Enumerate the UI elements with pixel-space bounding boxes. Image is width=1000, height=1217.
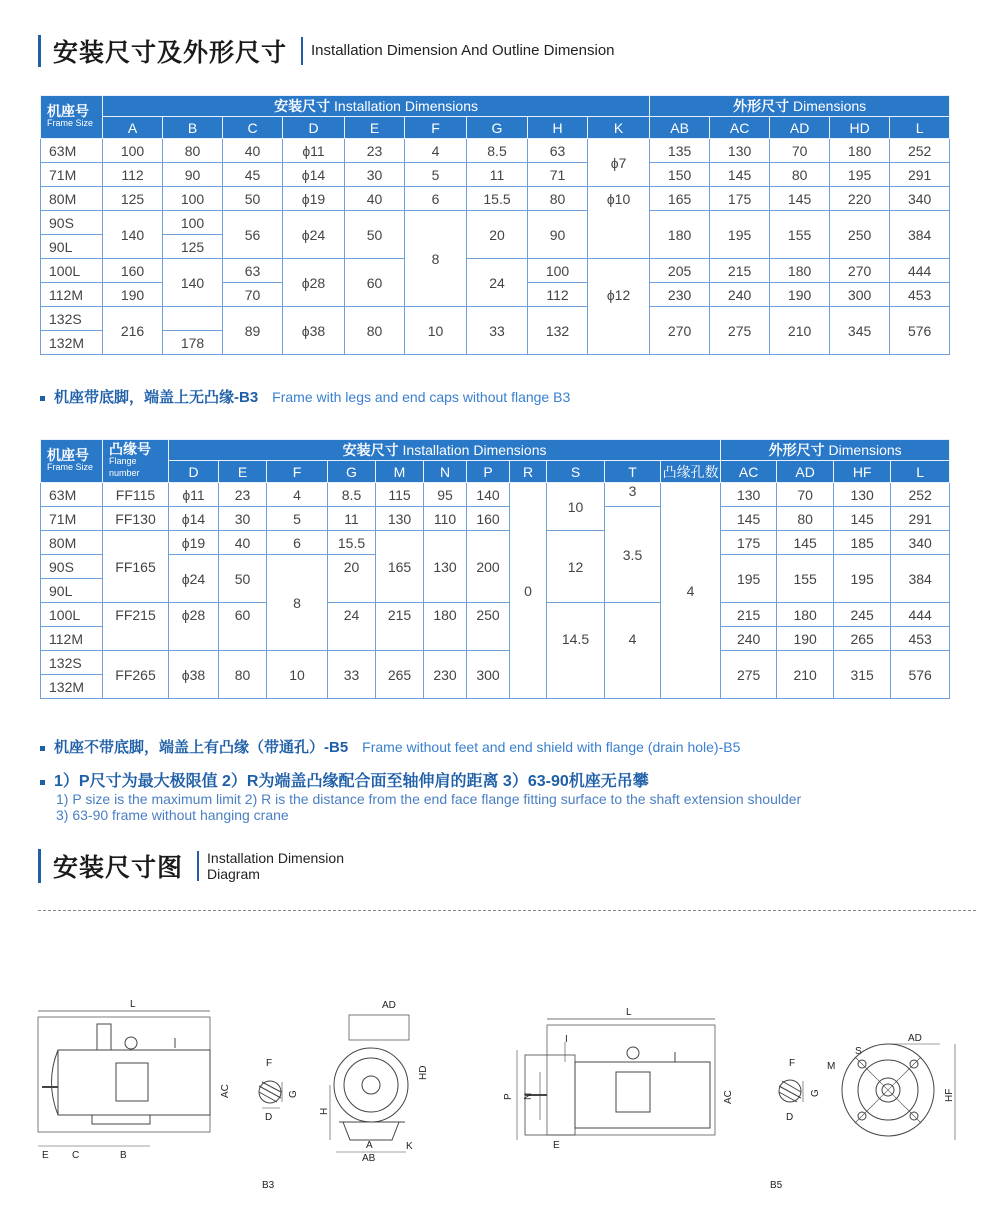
cell-e: 50 [219,555,267,603]
cell-d: ϕ24 [169,555,219,603]
dim-label-h: H [319,1107,330,1115]
section-title-dimensions [38,33,615,69]
cell-ac: 145 [710,163,770,187]
b3-shaft-section [259,1081,282,1108]
flange-cell: FF265 [103,651,169,699]
cell-g: 33 [467,307,528,355]
cell-k: ϕ7 [588,139,650,187]
col-header: F [267,461,328,483]
bullet-square-icon [40,780,45,785]
cell-c: 89 [223,307,283,355]
dim-label-g-b5: G [810,1089,821,1097]
cell-h: 132 [528,307,588,355]
cell-t: 3 [605,483,661,507]
cell-e: 30 [219,507,267,531]
cell-e: 80 [219,651,267,699]
cell-l: 291 [891,507,950,531]
bullet-square-icon [40,746,45,751]
cell-hd: 345 [830,307,890,355]
cell-h: 80 [528,187,588,211]
cell-l: 453 [891,627,950,651]
cell-p: 250 [467,603,510,651]
cell-l: 340 [891,531,950,555]
cell-hf: 315 [834,651,891,699]
cell-e: 50 [345,211,405,259]
frame-cell: 100L [41,603,103,627]
flange-cell: FF115 [103,483,169,507]
cell-ad: 190 [770,283,830,307]
frame-cell: 71M [41,163,103,187]
cell-ac: 175 [710,187,770,211]
cell-b: 178 [163,331,223,355]
cell-h: 71 [528,163,588,187]
col-header: C [223,117,283,139]
dim-label-d-b5: D [786,1112,794,1123]
cell-l: 444 [891,603,950,627]
dim-label-e: E [42,1150,49,1161]
cell-f: 10 [405,307,467,355]
frame-cell: 132S [41,651,103,675]
cell-ab: 205 [650,259,710,283]
cell-ac: 175 [721,531,777,555]
cell-f: 4 [405,139,467,163]
cell-l: 444 [890,259,950,283]
b5-side-view [517,1019,715,1140]
cell-b: 140 [163,259,223,307]
installation-diagram [0,990,1000,1170]
cell-h: 100 [528,259,588,283]
col-header: F [405,117,467,139]
note-b3 [40,386,570,407]
cell-e: 40 [345,187,405,211]
cell-b: 125 [163,235,223,259]
col-header: D [283,117,345,139]
caption-b3: B3 [262,1180,275,1191]
dim-label-i: I [565,1034,568,1045]
col-header: L [891,461,950,483]
frame-cell: 132M [41,675,103,699]
caption-b5: B5 [770,1180,783,1191]
col-header: H [528,117,588,139]
col-header: HD [830,117,890,139]
frame-cell: 100L [41,259,103,283]
cell-f: 4 [267,483,328,507]
cell-d: ϕ14 [283,163,345,187]
cell-ad: 190 [777,627,834,651]
cell-ab: 230 [650,283,710,307]
cell-a: 100 [103,139,163,163]
cell-ad: 70 [770,139,830,163]
cell-ad: 155 [770,211,830,259]
cell-l: 252 [890,139,950,163]
cell-l: 576 [890,307,950,355]
cell-l: 384 [890,211,950,259]
cell-hf: 185 [834,531,891,555]
cell-e: 40 [219,531,267,555]
cell-ac: 130 [710,139,770,163]
dim-label-g: G [288,1090,299,1098]
cell-ac: 215 [721,603,777,627]
frame-cell: 90L [41,579,103,603]
cell-d: ϕ24 [283,211,345,259]
dim-label-n: N [523,1092,534,1100]
cell-e: 30 [345,163,405,187]
cell-a: 140 [103,211,163,259]
cell-p: 300 [467,651,510,699]
cell-s: 12 [547,531,605,603]
frame-cell: 63M [41,483,103,507]
cell-g: 11 [467,163,528,187]
cell-r: 0 [510,483,547,699]
col-header: P [467,461,510,483]
cell-m: 215 [376,603,424,651]
col-header: A [103,117,163,139]
cell-d: ϕ28 [283,259,345,307]
cell-c: 70 [223,283,283,307]
flange-cell: FF215 [103,603,169,651]
flange-number-header: 凸缘号 Flange number [103,440,169,483]
col-header: M [376,461,424,483]
install-group-header: 安装尺寸 Installation Dimensions [169,440,721,461]
col-header: E [219,461,267,483]
dim-label-c: C [72,1150,80,1161]
note-b5-en: Frame without feet and end shield with flange (drain hole)-B5 [362,739,741,755]
cell-ab: 165 [650,187,710,211]
cell-d: ϕ11 [169,483,219,507]
cell-ad: 180 [770,259,830,283]
note-b3-zh: 机座带底脚，端盖上无凸缘-B3 [54,389,259,406]
col-header: G [467,117,528,139]
col-header: G [328,461,376,483]
cell-e: 23 [219,483,267,507]
cell-ac: 240 [710,283,770,307]
cell-d: ϕ11 [283,139,345,163]
cell-e: 80 [345,307,405,355]
dim-label-ac-b5: AC [723,1090,734,1104]
frame-cell: 132M [41,331,103,355]
cell-f: 10 [267,651,328,699]
title-bar [38,35,41,67]
cell-g: 20 [328,555,376,603]
cell-l: 291 [890,163,950,187]
col-header: AD [777,461,834,483]
b5-dimension-table [40,439,950,699]
cell-hf: 265 [834,627,891,651]
cell-d: ϕ19 [283,187,345,211]
cell-h: 112 [528,283,588,307]
title-en: Installation Dimension And Outline Dimension [311,42,615,59]
cell-ac: 145 [721,507,777,531]
cell-hf: 195 [834,555,891,603]
flange-cell: FF165 [103,531,169,603]
cell-hf: 145 [834,507,891,531]
cell-ad: 210 [777,651,834,699]
cell-d: ϕ28 [169,603,219,651]
frame-cell: 112M [41,283,103,307]
cell-c: 40 [223,139,283,163]
cell-f: 5 [405,163,467,187]
col-header: T [605,461,661,483]
cell-g: 20 [467,211,528,259]
dim-label-ac: AC [220,1084,231,1098]
title2-zh: 安装尺寸图 [53,854,184,882]
title2-en: Installation Dimension Diagram [207,850,344,882]
cell-f: 8 [405,211,467,307]
frame-cell: 63M [41,139,103,163]
dim-label-ad-b5: AD [908,1033,922,1044]
cell-m: 265 [376,651,424,699]
col-header: 凸缘孔数 [661,461,721,483]
b5-flange-end-view [842,1044,955,1140]
cell-g: 15.5 [467,187,528,211]
cell-ac: 240 [721,627,777,651]
cell-hd: 220 [830,187,890,211]
col-header: AB [650,117,710,139]
dim-label-ab: AB [362,1153,376,1164]
cell-b-empty [163,307,223,331]
cell-l: 576 [891,651,950,699]
cell-ac: 130 [721,483,777,507]
cell-g: 24 [328,603,376,651]
cell-e: 60 [345,259,405,307]
dim-label-ad: AD [382,1000,396,1011]
dim-label-e-b5: E [553,1140,560,1151]
cell-d: ϕ14 [169,507,219,531]
dim-label-hf: HF [944,1088,955,1102]
dim-label-f-b5: F [789,1058,796,1069]
cell-hd: 300 [830,283,890,307]
note-b5-zh: 机座不带底脚，端盖上有凸缘（带通孔）-B5 [54,739,349,756]
b3-side-view [38,1011,210,1146]
cell-b: 100 [163,187,223,211]
cell-a: 112 [103,163,163,187]
cell-b: 100 [163,211,223,235]
cell-f: 5 [267,507,328,531]
note-limits-en-line2: 3) 63-90 frame without hanging crane [56,807,289,823]
note-limits-en [56,791,801,823]
cell-ac: 195 [721,555,777,603]
section-title-diagram [38,848,344,884]
cell-l: 340 [890,187,950,211]
cell-c: 45 [223,163,283,187]
note-b5 [40,736,740,757]
cell-ac: 275 [710,307,770,355]
col-header: S [547,461,605,483]
title-divider [197,851,199,881]
cell-l: 453 [890,283,950,307]
cell-ad: 80 [777,507,834,531]
cell-e: 23 [345,139,405,163]
dim-label-a: A [366,1140,373,1151]
cell-ac: 275 [721,651,777,699]
cell-h: 90 [528,211,588,259]
cell-a: 216 [103,307,163,355]
cell-s: 14.5 [547,603,605,699]
cell-c: 63 [223,259,283,283]
cell-f: 6 [267,531,328,555]
col-header: AC [721,461,777,483]
frame-cell: 71M [41,507,103,531]
b3-dimension-table [40,95,950,355]
cell-g: 33 [328,651,376,699]
cell-hd: 180 [830,139,890,163]
cell-ac: 215 [710,259,770,283]
frame-size-header: 机座号 Frame Size [41,96,103,139]
cell-p: 160 [467,507,510,531]
col-header: E [345,117,405,139]
cell-a: 190 [103,283,163,307]
cell-ab: 180 [650,211,710,259]
flange-cell: FF130 [103,507,169,531]
cell-m: 130 [376,507,424,531]
cell-t: 3.5 [605,507,661,603]
cell-a: 125 [103,187,163,211]
cell-ad: 145 [770,187,830,211]
dim-label-p: P [503,1093,514,1100]
dim-label-k: K [406,1141,413,1152]
dim-label-l: L [130,999,136,1010]
cell-e: 60 [219,603,267,651]
cell-hd: 270 [830,259,890,283]
cell-hd: 250 [830,211,890,259]
col-header: R [510,461,547,483]
frame-cell: 132S [41,307,103,331]
cell-ad: 180 [777,603,834,627]
cell-k: ϕ10 [588,187,650,259]
cell-l: 252 [891,483,950,507]
frame-cell: 90L [41,235,103,259]
outline-group-header: 外形尺寸 Dimensions [721,440,950,461]
cell-d: ϕ19 [169,531,219,555]
title-zh: 安装尺寸及外形尺寸 [53,39,288,67]
install-group-header: 安装尺寸 Installation Dimensions [103,96,650,117]
dim-label-m: M [827,1061,836,1072]
frame-cell: 80M [41,187,103,211]
cell-c: 50 [223,187,283,211]
cell-d: ϕ38 [283,307,345,355]
cell-b: 90 [163,163,223,187]
cell-hf: 245 [834,603,891,627]
cell-g: 8.5 [328,483,376,507]
cell-ab: 270 [650,307,710,355]
cell-s: 10 [547,483,605,531]
cell-f: 8 [267,555,328,651]
outline-group-header: 外形尺寸 Dimensions [650,96,950,117]
cell-f: 6 [405,187,467,211]
frame-cell: 112M [41,627,103,651]
cell-ac: 195 [710,211,770,259]
cell-k: ϕ12 [588,259,650,355]
cell-ab: 150 [650,163,710,187]
cell-n: 180 [424,603,467,651]
col-header: HF [834,461,891,483]
cell-g: 15.5 [328,531,376,555]
cell-p: 200 [467,531,510,603]
title-divider [301,37,303,65]
cell-n: 95 [424,483,467,507]
cell-a: 160 [103,259,163,283]
divider-dashed [38,910,976,911]
dim-label-d: D [265,1112,273,1123]
cell-n: 130 [424,531,467,603]
title-bar [38,849,41,883]
cell-m: 115 [376,483,424,507]
frame-cell: 80M [41,531,103,555]
col-header: N [424,461,467,483]
dim-label-l-b5: L [626,1007,632,1018]
frame-size-header: 机座号 Frame Size [41,440,103,483]
cell-m: 165 [376,531,424,603]
frame-cell: 90S [41,211,103,235]
cell-hd: 195 [830,163,890,187]
dim-label-f: F [266,1058,273,1069]
cell-b: 80 [163,139,223,163]
cell-ad: 145 [777,531,834,555]
cell-n: 110 [424,507,467,531]
cell-holes: 4 [661,483,721,699]
col-header: B [163,117,223,139]
col-header: AC [710,117,770,139]
b3-end-view [330,1015,409,1152]
col-header: L [890,117,950,139]
cell-ab: 135 [650,139,710,163]
col-header: K [588,117,650,139]
cell-ad: 80 [770,163,830,187]
cell-g: 24 [467,259,528,307]
cell-ad: 210 [770,307,830,355]
col-header: D [169,461,219,483]
note-limits-en-line1: 1) P size is the maximum limit 2) R is the distance from the end face flange fitting surface to the shaft extension shoulder [56,791,802,807]
note-limits [40,768,649,791]
col-header: AD [770,117,830,139]
bullet-square-icon [40,396,45,401]
cell-g: 8.5 [467,139,528,163]
cell-ad: 155 [777,555,834,603]
cell-n: 230 [424,651,467,699]
note-limits-zh: 1）P尺寸为最大极限值 2）R为端盖凸缘配合面至轴伸肩的距离 3）63-90机座无吊攀 [54,773,649,790]
cell-t: 4 [605,603,661,699]
cell-ad: 70 [777,483,834,507]
dim-label-b: B [120,1150,127,1161]
cell-g: 11 [328,507,376,531]
note-b3-en: Frame with legs and end caps without flange B3 [272,389,571,405]
cell-l: 384 [891,555,950,603]
cell-p: 140 [467,483,510,507]
cell-hf: 130 [834,483,891,507]
dim-label-s: S [855,1046,862,1057]
b5-shaft-section [779,1080,803,1102]
cell-c: 56 [223,211,283,259]
cell-d: ϕ38 [169,651,219,699]
dim-label-hd: HD [418,1065,429,1080]
frame-cell: 90S [41,555,103,579]
cell-h: 63 [528,139,588,163]
